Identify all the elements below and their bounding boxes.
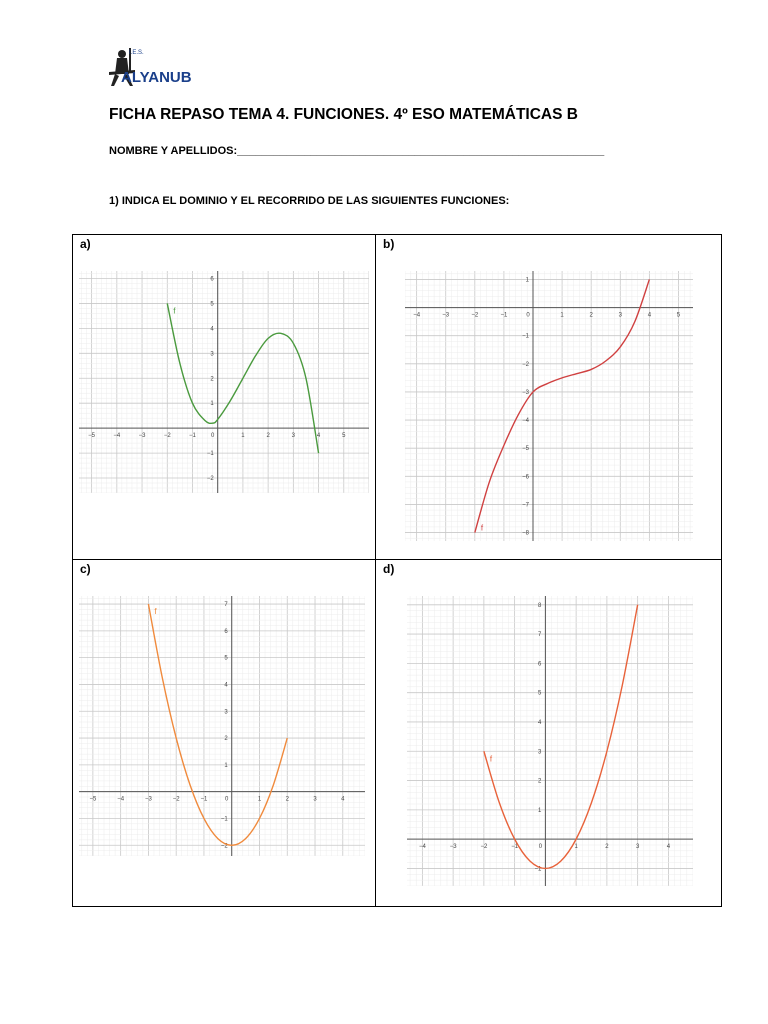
logo-small-text: I.E.S.: [129, 50, 144, 56]
x-tick-label: 3: [313, 796, 317, 803]
curve-label: f: [154, 607, 157, 617]
x-tick-label: −3: [138, 433, 146, 440]
school-logo: [107, 42, 203, 92]
panel-a: [72, 234, 376, 560]
panel-d: [375, 559, 722, 907]
x-tick-label: 4: [666, 844, 671, 851]
y-tick-label: 4: [210, 326, 214, 333]
y-tick-label: 3: [224, 709, 228, 716]
curve-label: f: [173, 306, 176, 316]
x-tick-label: 4: [316, 433, 321, 440]
y-tick-label: −6: [522, 474, 529, 481]
x-tick-label: 1: [560, 312, 564, 319]
y-tick-label: 1: [210, 401, 214, 408]
y-tick-label: 4: [224, 682, 228, 689]
x-tick-label: −4: [117, 796, 125, 803]
y-tick-label: −2: [206, 476, 214, 483]
y-tick-label: −1: [534, 866, 542, 873]
x-tick-label: 2: [285, 796, 289, 803]
name-field-label[interactable]: NOMBRE Y APELLIDOS:____________________________________________________________: [109, 145, 605, 157]
panel-c: [72, 559, 376, 907]
logo-name: ALYANUB: [121, 69, 192, 86]
question-text: 1) INDICA EL DOMINIO Y EL RECORRIDO DE LAS SIGUIENTES FUNCIONES:: [109, 195, 510, 207]
y-tick-label: 8: [538, 602, 542, 609]
y-tick-label: 1: [538, 807, 542, 814]
y-tick-label: 1: [525, 277, 529, 284]
x-tick-label: −5: [89, 796, 97, 803]
y-tick-label: 3: [538, 749, 542, 756]
curve-label: f: [480, 523, 484, 533]
y-tick-label: 2: [224, 736, 228, 743]
y-tick-label: −2: [522, 361, 529, 368]
graphs-table: [72, 234, 722, 907]
x-tick-label: 0: [225, 796, 229, 803]
y-tick-label: 3: [210, 351, 214, 358]
y-tick-label: 5: [224, 655, 228, 662]
y-tick-label: 2: [210, 376, 214, 383]
x-tick-label: 1: [257, 796, 262, 803]
x-tick-label: 3: [618, 312, 622, 319]
y-tick-label: −2: [220, 843, 228, 850]
function-curve: [484, 602, 638, 869]
x-tick-label: −1: [500, 312, 508, 319]
x-tick-label: 2: [605, 844, 609, 851]
x-tick-label: 4: [647, 312, 652, 319]
graph-d: [407, 596, 693, 886]
x-tick-label: 2: [266, 433, 270, 440]
y-tick-label: 1: [224, 762, 228, 769]
y-tick-label: 6: [538, 661, 542, 668]
x-tick-label: −2: [172, 796, 180, 803]
panel-label: d): [383, 562, 395, 576]
x-tick-label: 3: [291, 433, 296, 440]
x-tick-label: −2: [471, 312, 479, 319]
graph-b: [405, 271, 693, 541]
x-tick-label: −4: [413, 312, 421, 319]
function-curve: [148, 604, 287, 845]
y-tick-label: −8: [522, 530, 529, 537]
y-tick-label: 4: [538, 719, 542, 726]
x-tick-label: 5: [676, 312, 681, 319]
y-tick-label: −4: [522, 418, 529, 425]
x-tick-label: 4: [341, 796, 345, 803]
x-tick-label: 1: [574, 844, 578, 851]
panel-label: b): [383, 237, 395, 251]
panel-label: a): [80, 237, 91, 251]
x-tick-label: −3: [449, 844, 457, 851]
x-tick-label: −2: [163, 433, 171, 440]
y-tick-label: −1: [220, 816, 228, 823]
panel-label: c): [80, 562, 91, 576]
y-tick-label: −1: [522, 333, 529, 340]
x-tick-label: −3: [144, 796, 152, 803]
x-tick-label: −3: [442, 312, 450, 319]
y-tick-label: 7: [224, 602, 228, 609]
y-tick-label: −7: [522, 502, 529, 509]
x-tick-label: −2: [480, 844, 488, 851]
y-tick-label: 6: [210, 276, 214, 283]
logo-figure-icon: [107, 42, 203, 92]
x-tick-label: 3: [635, 844, 640, 851]
x-tick-label: −1: [200, 796, 208, 803]
y-tick-label: 5: [210, 301, 214, 308]
curve-label: f: [489, 754, 493, 764]
x-tick-label: −1: [189, 433, 196, 440]
x-tick-label: 2: [589, 312, 593, 319]
y-tick-label: 7: [538, 632, 542, 639]
y-tick-label: 2: [538, 778, 542, 785]
y-tick-label: −3: [522, 389, 529, 396]
page-title: FICHA REPASO TEMA 4. FUNCIONES. 4º ESO MATEMÁTICAS B: [109, 106, 578, 123]
x-tick-label: 5: [342, 433, 346, 440]
graph-c: [79, 596, 365, 856]
panel-b: [375, 234, 722, 560]
y-tick-label: −1: [206, 451, 214, 458]
y-tick-label: 5: [538, 690, 542, 697]
x-tick-label: −5: [88, 433, 96, 440]
x-tick-label: 0: [526, 312, 530, 319]
x-tick-label: 0: [211, 433, 215, 440]
y-tick-label: 6: [224, 628, 228, 635]
x-tick-label: 1: [241, 433, 245, 440]
x-tick-label: −1: [511, 844, 519, 851]
x-tick-label: 0: [538, 844, 543, 851]
graph-a: [79, 271, 369, 493]
y-tick-label: −5: [522, 446, 529, 453]
x-tick-label: −4: [113, 433, 121, 440]
x-tick-label: −4: [418, 844, 426, 851]
